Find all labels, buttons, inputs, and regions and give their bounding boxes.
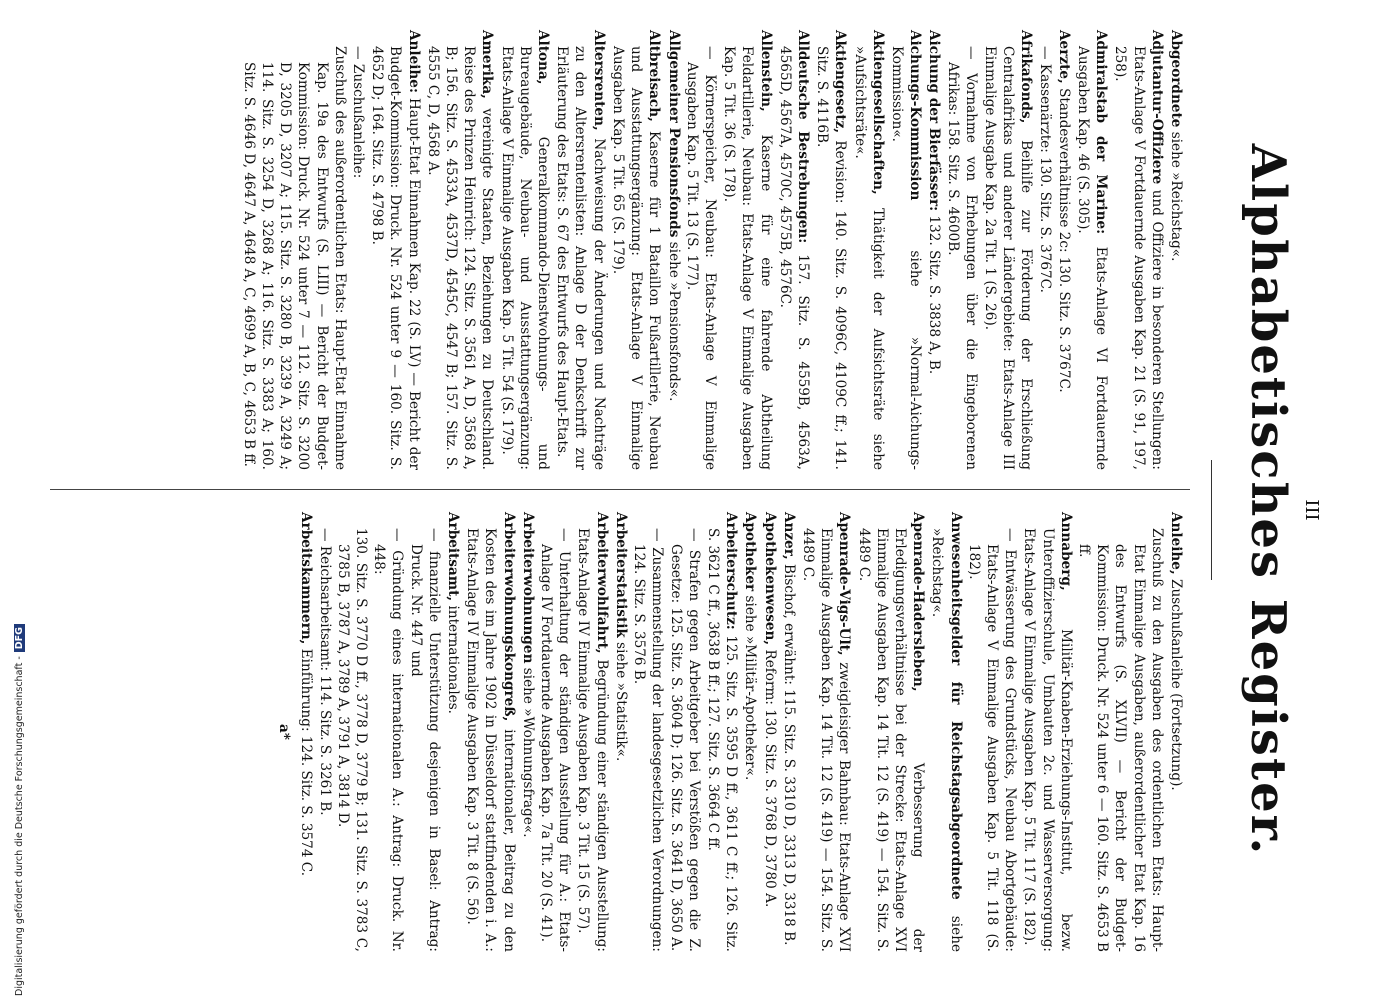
left-column-entry <box>720 30 775 470</box>
left-column-entry <box>1167 30 1185 470</box>
entry-text: 130. Sitz. S. 3770 D ff., 3778 D, 3779 B; 131. Sitz. S. 3783 C, 3785 B, 3787 A, 3789 A, 3791 A, 3814 D. <box>334 528 370 952</box>
entry-text: internationales. <box>445 601 462 715</box>
entry-keyword: Afrikafonds, <box>1018 30 1035 124</box>
left-column-entry <box>368 30 423 470</box>
entry-keyword: Amerika, <box>479 30 496 99</box>
entry-keyword: Aichung der Bierfässer: <box>926 30 943 212</box>
right-column <box>275 512 1185 952</box>
entry-keyword: Adjutantur-Offiziere <box>1148 30 1165 185</box>
right-column-entry <box>760 512 778 952</box>
entry-keyword: Aerzte, <box>1055 30 1072 84</box>
entry-keyword: Arbeitskammern, <box>298 512 315 645</box>
right-column-entry <box>780 512 798 952</box>
right-column-entry <box>799 512 854 952</box>
entry-text: — Gründung eines internationalen A.: Antrag: Druck. Nr. 448: <box>371 528 406 952</box>
entry-text: siehe »Pensionsfonds«. <box>665 237 682 402</box>
entry-text: Standesverhältnisse 2c: 130. Sitz. S. 3767C. <box>1055 83 1072 393</box>
entry-text: Kaserne für eine fahrende Abtheilung Feldartillerie, Neubau: Etats-Anlage V Einmalige Ausgaben Kap. 5 Tit. 36 (S. 178). <box>721 46 774 470</box>
left-column-entry <box>776 30 812 470</box>
entry-keyword: Altersrenten, <box>590 30 607 131</box>
entry-text: Kaserne für 1 Bataillon Fußartillerie, Neubau und Ausstattungsergänzung: Etats-Anlage V Einmalige Ausgaben Kap. 5 Tit. 65 (S. 179). <box>609 46 663 470</box>
entry-text: 132. Sitz. S. 3838 A, B. <box>926 211 943 375</box>
entry-keyword: Anzer, <box>780 512 797 560</box>
entry-text: Nachweisung der Änderungen und Nachträge zu den Altersrentenlisten: Anlage D der Denkschrift zur Erläuterung des Etats: S. 67 des Entwurfs des Haupt-Etats. <box>554 46 607 470</box>
entry-keyword: Aktiengesetz, <box>832 30 849 134</box>
entry-keyword: Apothekenwesen, <box>761 512 778 646</box>
entry-text: — Strafen gegen Arbeitgeber bei Verstößen gegen die Z. Gesetze: 125. Sitz. S. 3604 D; 126. Sitz. S. 3641 D, 3650 A. <box>667 528 702 952</box>
left-column-entry <box>240 30 349 470</box>
entry-keyword: Aktiengesellschaften, <box>869 30 886 195</box>
entry-text: — Entwässerung des Grundstücks, Neubau Abortgebäude: Etats-Anlage V Einmalige Ausgaben Kap. 5 Tit. 118 (S. 182). <box>965 528 1019 952</box>
entry-keyword: Arbeiterwohlfahrt, <box>593 512 610 654</box>
entry-keyword: Arbeiterschutz: <box>723 512 740 630</box>
entry-keyword: Arbeiterwohnungen <box>519 512 536 664</box>
left-column-entry <box>850 30 886 470</box>
entry-text: Zuschußanleihe (Fortsetzung). <box>1168 574 1184 791</box>
entry-keyword: Altona, <box>535 30 552 85</box>
entry-keyword: Abgeordnete <box>1168 30 1184 128</box>
entry-keyword: Anleihe: <box>405 30 422 93</box>
entry-keyword: Annaberg, <box>1057 512 1074 591</box>
right-column-entry <box>1167 512 1185 952</box>
entry-text: Zuschuß des außerordentlichen Etats: Haupt-Etat Einnahme Kap. 19a des Entwurfs (S. LIII) — Bericht der Budget-Kommission: Druck. Nr. 524 unter 7 — 112. Sitz. S. 3200 D, 3205 D, 3207 A; 115. Sitz. S. 3280 B, 3239 A, 3249 A; 114. Sitz. S. 3254 D, 3268 A; 116. Sitz. S. 3383 A; 160. Sitz. S. 4646 D, 4647 A, 4648 A, C, 4699 A, B, C, 4653 B ff. <box>240 46 348 470</box>
entry-text: siehe »Reichstag«. <box>1168 127 1184 262</box>
left-column-entry <box>1074 30 1110 470</box>
entry-keyword: Allgemeiner Pensionsfonds <box>665 30 682 238</box>
left-column-entry <box>497 30 552 470</box>
left-column-entry <box>553 30 608 470</box>
right-column-entry <box>1075 512 1166 952</box>
entry-text: Generalkommando-Dienstwohnungs- und Bureaugebäude, Neubau- und Ausstattungsergänzung: Etats-Anlage V Einmalige Ausgaben Kap. 5 Tit. 54 (S. 179). <box>498 46 552 470</box>
right-column-entry <box>444 512 462 952</box>
left-column-entry <box>943 30 979 470</box>
entry-text: siehe »Normal-Aichungs-Kommission«. <box>888 46 924 470</box>
entry-text: — Vornahme von Erhebungen über die Eingeborenen Afrikas: 158. Sitz. S. 4600B. <box>944 46 979 470</box>
entry-text: Thätigkeit der Aufsichtsräte siehe »Aufsichtsräte«. <box>851 46 886 470</box>
page-number: III <box>1301 499 1322 521</box>
left-column <box>240 30 1185 470</box>
right-column-entry <box>370 512 406 952</box>
entry-text: siehe »Statistik«. <box>612 637 629 762</box>
entry-text: — Reichsarbeitsamt: 114. Sitz. S. 3261 B. <box>316 528 333 816</box>
title-rule <box>1211 460 1212 580</box>
right-column-entry <box>704 512 740 952</box>
left-column-entry <box>813 30 849 470</box>
entry-text: — Unterhaltung der ständigen Ausstellung für A.: Etats-Anlage IV Fortdauernde Ausgaben Kap. 7a Tit. 20 (S. 41). <box>538 528 573 952</box>
register-page <box>30 20 1330 980</box>
entry-text: Etats-Anlage VI Fortdauernde Ausgaben Kap. 46 (S. 305). <box>1074 46 1110 470</box>
entry-text: — Zusammenstellung der landesgesetzlichen Verordnungen: 124. Sitz. S. 3576 B. <box>631 528 666 952</box>
signature-mark: a* <box>276 724 293 740</box>
left-column-entry <box>1111 30 1166 470</box>
page-title: Alphabetisches Register. <box>1240 143 1296 857</box>
entry-text: siehe »Reichstag«. <box>929 528 964 952</box>
left-column-entry <box>1055 30 1073 470</box>
entry-text: Zuschuß zu den Ausgaben des ordentlichen Etats: Haupt-Etat Einmalige Ausgaben, außerordentlicher Etat Kap. 16 des Entwurfs (S. XLVII) — Bericht der Budget-Kommission: Druck. Nr. 524 unter 6 — 160. Sitz. S. 4653 B ff. <box>1075 528 1165 952</box>
entry-keyword: Arbeiterstatistik <box>612 512 629 638</box>
entry-text: — Zuschußanleihe: <box>350 46 367 179</box>
right-column-entry <box>334 512 370 952</box>
right-column-entry <box>406 512 442 952</box>
entry-keyword: Anwesenheitsgelder für Reichstagsabgeordnete <box>947 512 964 900</box>
entry-keyword: Anleihe, <box>1168 512 1184 575</box>
entry-keyword: Apenrade-Vigs-Ult, <box>836 512 853 656</box>
right-column-entry <box>1020 512 1075 952</box>
right-column-entry <box>741 512 759 952</box>
credit-text: Digitalisierung gefördert durch die Deutsche Forschungsgemeinschaft - <box>14 656 25 996</box>
entry-text: Militär-Knaben-Erziehungs-Institut, bezw. Unteroffizierschule, Umbauten 2c. und Wasserversorgung: Etats-Anlage V Einmalige Ausgaben Kap. 5 Tit. 117 (S. 182). <box>1021 528 1074 952</box>
entry-keyword: Arbeiterwohnungskongreß, <box>500 512 517 722</box>
entry-keyword: Apenrade-Hadersleben, <box>910 512 927 692</box>
right-column-entry <box>630 512 666 952</box>
entry-text: Revision: 140. Sitz. S. 4096C, 4109C ff.; 141. Sitz. S. 4116B. <box>814 46 849 470</box>
right-column-entry <box>574 512 610 952</box>
left-column-entry <box>1035 30 1053 470</box>
left-column-entry <box>664 30 682 470</box>
entry-text: — Körnerspeicher, Neubau: Etats-Anlage V Einmalige Ausgaben Kap. 5 Tit. 13 (S. 177). <box>683 46 718 470</box>
right-column-entry <box>537 512 573 952</box>
right-column-entry <box>854 512 927 952</box>
entry-keyword: Arbeitsamt, <box>445 512 462 602</box>
entry-text: — Kassenärzte: 130. Sitz. S. 3767C. <box>1036 46 1053 293</box>
entry-text: 157. Sitz. S. 4559B, 4563A, 4565D, 4567A, 4570C, 4575B, 4576C. <box>776 46 811 470</box>
entry-keyword: Altbreisach, <box>646 30 663 122</box>
entry-keyword: Admiralstab der Marine: <box>1093 30 1110 235</box>
entry-text: — finanzielle Unterstützung desjenigen in Basel: Antrag: Druck. Nr. 447 und <box>407 528 442 952</box>
entry-text: zweigleisiger Bahnbau: Etats-Anlage XVI Einmalige Ausgaben Kap. 14 Tit. 12 (S. 419) — 154. Sitz. S. 4489 C. <box>799 528 853 952</box>
right-column-entry <box>315 512 333 952</box>
entry-text: siehe »Militär-Apotheker«. <box>742 591 759 781</box>
entry-text: vereinigte Staaten, Beziehungen zu Deutschland. Reise des Prinzen Heinrich: 124. Sitz. S. 3561 A, D, 3568 A, B; 156. Sitz. S. 4533A, 4537D, 4545C, 4547 B; 157. Sitz. S. 4555 C, D, 4568 A. <box>424 46 496 470</box>
entry-text: siehe »Wohnungsfrage«. <box>519 663 536 838</box>
right-column-entry <box>612 512 630 952</box>
column-divider <box>50 489 1190 490</box>
entry-text: und Offiziere in besonderen Stellungen: Etats-Anlage V Fortdauernde Ausgaben Kap. 21 (S. 91, 197, 258). <box>1112 46 1165 470</box>
digitization-credit <box>14 624 25 996</box>
left-column-entry <box>424 30 497 470</box>
left-column-entry <box>609 30 664 470</box>
left-column-entry <box>349 30 367 470</box>
dfg-logo: DFG <box>14 624 25 652</box>
right-column-entry <box>297 512 315 952</box>
entry-text: 125. Sitz. S. 3595 D ff., 3611 C ff.; 126. Sitz. S. 3621 C ff., 3638 B ff.; 127. Sitz. S. 3664 C ff. <box>704 528 740 952</box>
left-column-entry <box>925 30 943 470</box>
right-column-entry <box>463 512 518 952</box>
entry-text: Verbesserung der Erledigungsverhältnisse bei der Strecke: Etats-Anlage XVI Einmalige Ausgaben Kap. 14 Tit. 12 (S. 419) — 154. Sitz. S. 4489 C. <box>855 528 927 952</box>
entry-text: Haupt-Etat Einnahmen Kap. 22 (S. LV) — Bericht der Budget-Kommission: Druck. Nr. 524 unter 9 — 160. Sitz. S. 4652 D; 164. Sitz. S. 4798 B. <box>369 46 422 470</box>
right-column-entry <box>928 512 964 952</box>
entry-text: Begründung einer ständigen Ausstellung: Etats-Anlage IV Einmalige Ausgaben Kap. 3 Tit. 15 (S. 57). <box>575 528 610 952</box>
entry-keyword: Aichungs-Kommission <box>907 30 924 201</box>
entry-text: Bischof, erwähnt: 115. Sitz. S. 3310 D, 3313 D, 3318 B. <box>780 559 797 946</box>
entry-text: internationaler, Beitrag zu den Kosten des im Jahre 1902 in Düsseldorf stattfindenden i. A.: Etats-Anlage IV Einmalige Ausgaben Kap. 3 Tit. 8 (S. 56). <box>464 528 517 952</box>
entry-text: Reform: 130. Sitz. S. 3768 D, 3780 A. <box>761 645 778 908</box>
entry-keyword: Allenstein, <box>757 30 774 112</box>
left-column-entry <box>981 30 1036 470</box>
entry-keyword: Apotheker <box>742 512 759 592</box>
right-column-entry <box>666 512 702 952</box>
right-column-entry <box>965 512 1020 952</box>
left-column-entry <box>888 30 924 470</box>
entry-keyword: Alldeutsche Bestrebungen: <box>794 30 811 244</box>
right-column-entry <box>519 512 537 952</box>
entry-text: Beihilfe zur Förderung der Erschließung Centralafrikas und anderer Ländergebiete: Etats-Anlage III Einmalige Ausgabe Kap. 2a Tit. 1 (S. 26). <box>981 46 1035 470</box>
entry-text: Einführung: 124. Sitz. S. 3574 C. <box>298 644 315 877</box>
left-column-entry <box>683 30 719 470</box>
